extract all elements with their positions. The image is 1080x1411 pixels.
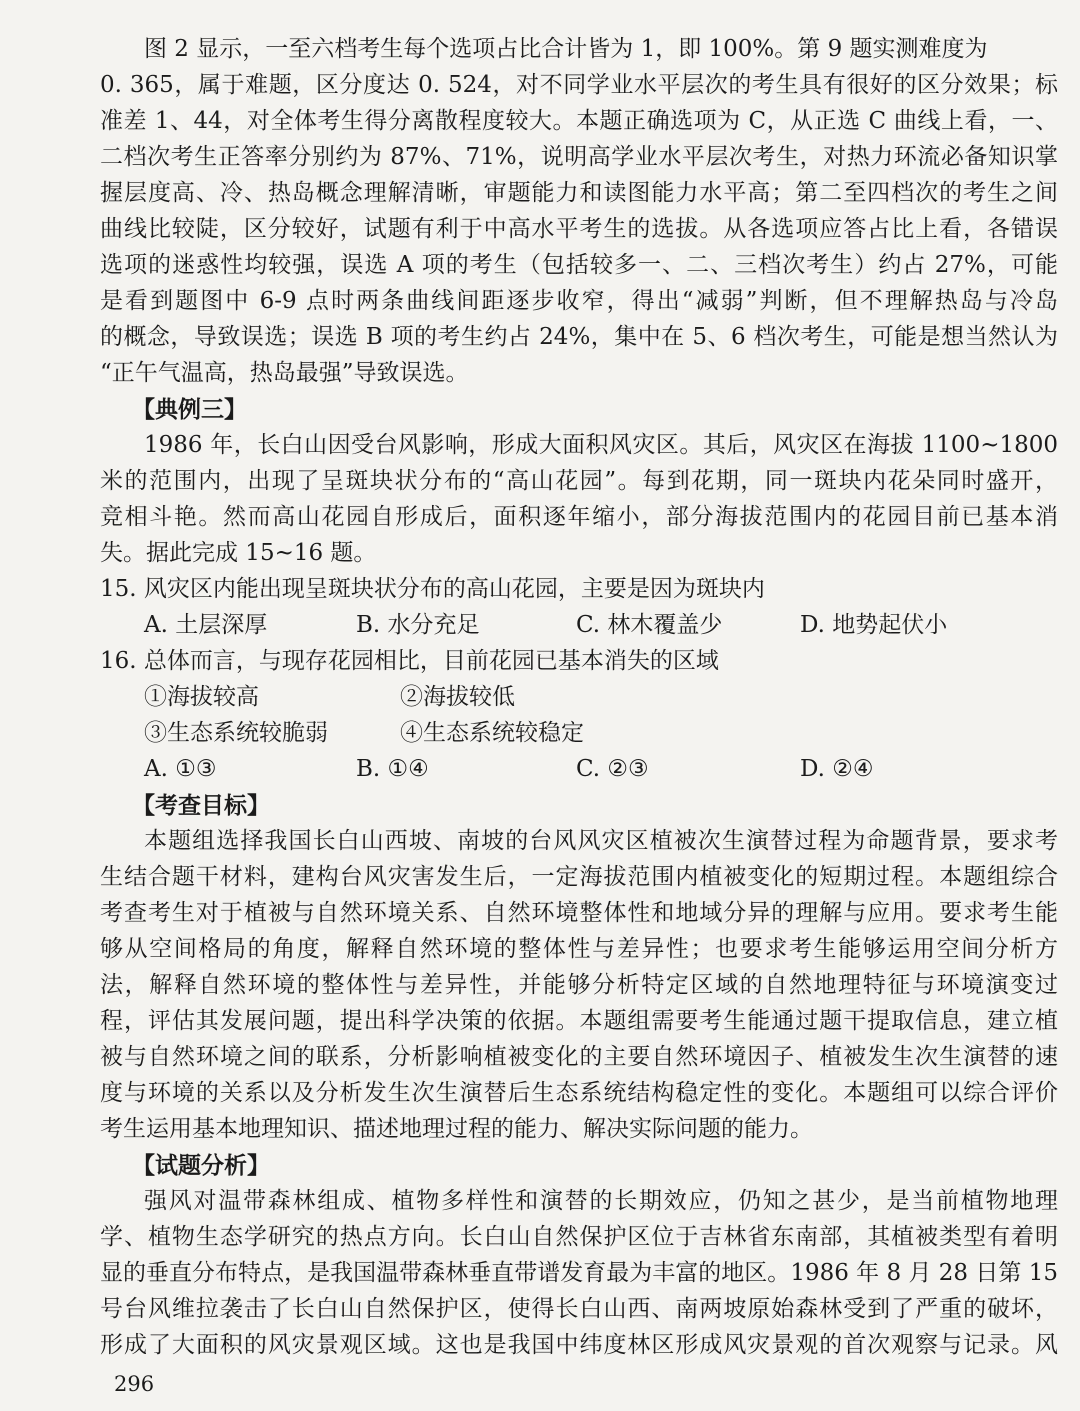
- example-line: 失。据此完成 15~16 题。: [100, 540, 377, 566]
- section-heading-analysis: 【试题分析】: [132, 1152, 270, 1179]
- option-c: C. 林木覆盖少: [576, 612, 723, 638]
- option-d: D. ②④: [800, 756, 874, 782]
- goal-line: 度与环境的关系以及分析发生次生演替后生态系统结构稳定性的变化。本题组可以综合评价: [100, 1080, 1058, 1106]
- paragraph-line: 握层度高、冷、热岛概念理解清晰，审题能力和读图能力水平高；第二至四档次的考生之间: [100, 180, 1058, 206]
- paragraph-line: 0. 365，属于难题，区分度达 0. 524，对不同学业水平层次的考生具有很好的区分效果；标: [100, 72, 1058, 98]
- example-line: 1986 年，长白山因受台风影响，形成大面积风灾区。其后，风灾区在海拔 1100~1800: [144, 432, 1058, 458]
- goal-line: 考查考生对于植被与自然环境关系、自然环境整体性和地域分异的理解与应用。要求考生能: [100, 900, 1058, 926]
- option-a: A. 土层深厚: [144, 612, 268, 638]
- goal-line: 程，评估其发展问题，提出科学决策的依据。本题组需要考生能通过题干提取信息，建立植: [100, 1008, 1058, 1034]
- question-16-stem: 16. 总体而言，与现存花园相比，目前花园已基本消失的区域: [100, 648, 719, 674]
- paragraph-line: 准差 1、44，对全体考生得分离散程度较大。本题正确选项为 C，从正选 C 曲线上看，一、: [100, 108, 1058, 134]
- option-c: C. ②③: [576, 756, 649, 782]
- example-line: 竞相斗艳。然而高山花园自形成后，面积逐年缩小，部分海拔范围内的花园目前已基本消: [100, 504, 1058, 530]
- item-2: ②海拔较低: [400, 684, 515, 710]
- paragraph-line: 曲线比较陡，区分较好，试题有利于中高水平考生的选拔。从各选项应答占比上看，各错误: [100, 216, 1058, 242]
- question-15-stem: 15. 风灾区内能出现呈斑块状分布的高山花园，主要是因为斑块内: [100, 576, 765, 602]
- page-number: 296: [114, 1372, 155, 1396]
- analysis-line: 形成了大面积的风灾景观区域。这也是我国中纬度林区形成风灾景观的首次观察与记录。风: [100, 1332, 1058, 1358]
- goal-line: 本题组选择我国长白山西坡、南坡的台风风灾区植被次生演替过程为命题背景，要求考: [144, 828, 1058, 854]
- option-d: D. 地势起伏小: [800, 612, 948, 638]
- paragraph-line: 是看到题图中 6-9 点时两条曲线间距逐步收窄，得出“减弱”判断，但不理解热岛与冷岛: [100, 288, 1058, 314]
- analysis-line: 学、植物生态学研究的热点方向。长白山自然保护区位于吉林省东南部，其植被类型有着明: [100, 1224, 1058, 1250]
- section-heading-goal: 【考查目标】: [132, 792, 270, 819]
- analysis-line: 号台风维拉袭击了长白山自然保护区，使得长白山西、南两坡原始森林受到了严重的破坏，: [100, 1296, 1058, 1322]
- paragraph-line: “正午气温高，热岛最强”导致误选。: [100, 360, 469, 386]
- example-line: 米的范围内，出现了呈斑块状分布的“高山花园”。每到花期，同一斑块内花朵同时盛开，: [100, 468, 1058, 494]
- option-a: A. ①③: [144, 756, 217, 782]
- goal-line: 够从空间格局的角度，解释自然环境的整体性与差异性；也要求考生能够运用空间分析方: [100, 936, 1058, 962]
- paragraph-line: 图 2 显示，一至六档考生每个选项占比合计皆为 1，即 100%。第 9 题实测难度为: [144, 36, 988, 62]
- option-b: B. ①④: [356, 756, 429, 782]
- analysis-line: 强风对温带森林组成、植物多样性和演替的长期效应，仍知之甚少，是当前植物地理: [144, 1188, 1058, 1214]
- goal-line: 法，解释自然环境的整体性与差异性，并能够分析特定区域的自然地理特征与环境演变过: [100, 972, 1058, 998]
- item-3: ③生态系统较脆弱: [144, 720, 328, 746]
- item-4: ④生态系统较稳定: [400, 720, 584, 746]
- goal-line: 生结合题干材料，建构台风灾害发生后，一定海拔范围内植被变化的短期过程。本题组综合: [100, 864, 1058, 890]
- option-b: B. 水分充足: [356, 612, 480, 638]
- goal-line: 被与自然环境之间的联系，分析影响植被变化的主要自然环境因子、植被发生次生演替的速: [100, 1044, 1058, 1070]
- paragraph-line: 的概念，导致误选；误选 B 项的考生约占 24%，集中在 5、6 档次考生，可能是想当然认为: [100, 324, 1058, 350]
- paragraph-line: 二档次考生正答率分别约为 87%、71%，说明高学业水平层次考生，对热力环流必备知识掌: [100, 144, 1058, 170]
- paragraph-line: 选项的迷惑性均较强，误选 A 项的考生（包括较多一、二、三档次考生）约占 27%，可能: [100, 252, 1058, 278]
- item-1: ①海拔较高: [144, 684, 259, 710]
- analysis-line: 显的垂直分布特点，是我国温带森林垂直带谱发育最为丰富的地区。1986 年 8 月 28 日第 15: [100, 1260, 1058, 1286]
- goal-line: 考生运用基本地理知识、描述地理过程的能力、解决实际问题的能力。: [100, 1116, 813, 1142]
- section-heading-example: 【典例三】: [132, 396, 247, 423]
